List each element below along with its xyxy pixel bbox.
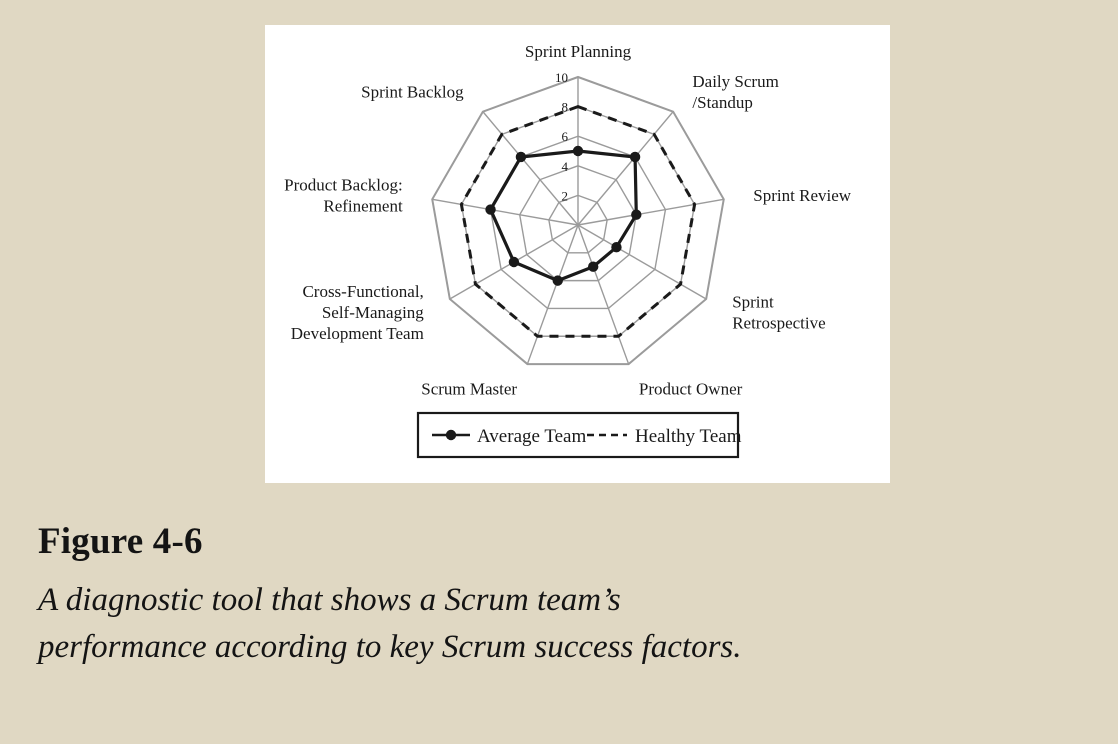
svg-text:Product Owner: Product Owner xyxy=(638,379,743,399)
legend-label-average-team: Average Team xyxy=(477,426,587,447)
chart-legend xyxy=(418,413,742,457)
svg-text:6: 6 xyxy=(561,129,568,145)
svg-text:Development Team: Development Team xyxy=(290,324,424,343)
radar-tick-labels xyxy=(555,70,569,203)
svg-text:Cross-Functional,: Cross-Functional, xyxy=(302,282,424,301)
figure-caption-block xyxy=(38,520,1088,671)
svg-text:Daily Scrum: Daily Scrum xyxy=(692,72,779,92)
figure-image-panel xyxy=(265,25,890,483)
svg-text:Product Backlog:: Product Backlog: xyxy=(284,175,403,195)
radar-chart xyxy=(265,25,890,483)
figure-number: Figure 4-6 xyxy=(38,521,203,562)
svg-text:4: 4 xyxy=(561,158,568,174)
figure-caption-line-1: A diagnostic tool that shows a Scrum team’s xyxy=(38,582,621,618)
svg-text:Sprint: Sprint xyxy=(732,292,774,312)
svg-text:Retrospective: Retrospective xyxy=(732,313,826,333)
svg-text:Scrum Master: Scrum Master xyxy=(421,379,518,399)
svg-text:Sprint Review: Sprint Review xyxy=(753,185,852,205)
svg-text:8: 8 xyxy=(561,99,568,115)
svg-text:/Standup: /Standup xyxy=(692,93,753,113)
svg-text:2: 2 xyxy=(561,188,568,204)
figure-caption-line-2: performance according to key Scrum success factors. xyxy=(38,628,742,665)
svg-text:Sprint Backlog: Sprint Backlog xyxy=(361,82,464,102)
svg-text:Self-Managing: Self-Managing xyxy=(321,303,424,322)
radar-axis-labels xyxy=(284,42,852,399)
legend-label-healthy-team: Healthy Team xyxy=(635,426,742,447)
svg-text:Sprint Planning: Sprint Planning xyxy=(524,42,632,61)
svg-text:Refinement: Refinement xyxy=(323,196,403,216)
svg-text:10: 10 xyxy=(555,70,568,85)
